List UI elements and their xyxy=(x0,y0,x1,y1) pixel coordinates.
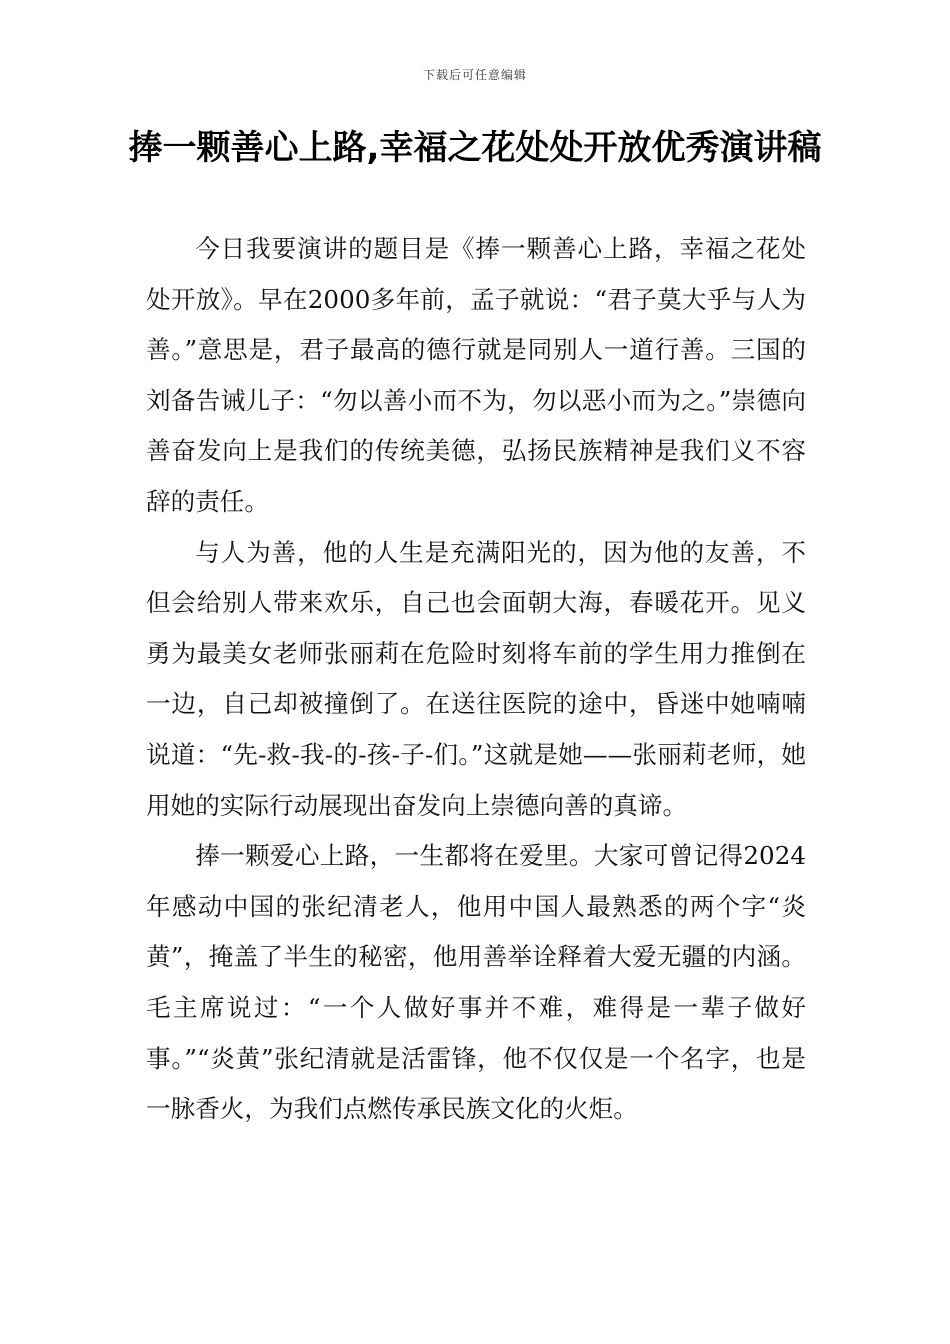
document-body xyxy=(146,224,806,1135)
paragraph-1: 今日我要演讲的题目是《捧一颗善心上路，幸福之花处处开放》。早在2000多年前，孟子就说：“君子莫大乎与人为善。”意思是，君子最高的德行就是同别人一道行善。三国的刘备告诫儿子：“勿以善小而不为，勿以恶小而为之。”崇德向善奋发向上是我们的传统美德，弘扬民族精神是我们义不容辞的责任。 xyxy=(146,234,806,516)
header-note: 下载后可任意编辑 xyxy=(422,68,527,82)
document-title: 捧一颗善心上路,幸福之花处处开放优秀演讲稿 xyxy=(128,128,822,168)
paragraph-2: 与人为善，他的人生是充满阳光的，因为他的友善，不但会给别人带来欢乐，自己也会面朝大海，春暖花开。见义勇为最美女老师张丽莉在危险时刻将车前的学生用力推倒在一边，自己却被撞倒了。在送往医院的途中，昏迷中她喃喃说道：“先-救-我-的-孩-子-们。”这就是她——张丽莉老师，她用她的实际行动展现出奋发向上崇德向善的真谛。 xyxy=(146,537,806,820)
paragraph-3: 捧一颗爱心上路，一生都将在爱里。大家可曾记得2024年感动中国的张纪清老人，他用中国人最熟悉的两个字“炎黄”，掩盖了半生的秘密，他用善举诠释着大爱无疆的内涵。毛主席说过：“一个人做好事并不难，难得是一辈子做好事。”“炎黄”张纪清就是活雷锋，他不仅仅是一个名字，也是一脉香火，为我们点燃传承民族文化的火炬。 xyxy=(146,841,806,1124)
